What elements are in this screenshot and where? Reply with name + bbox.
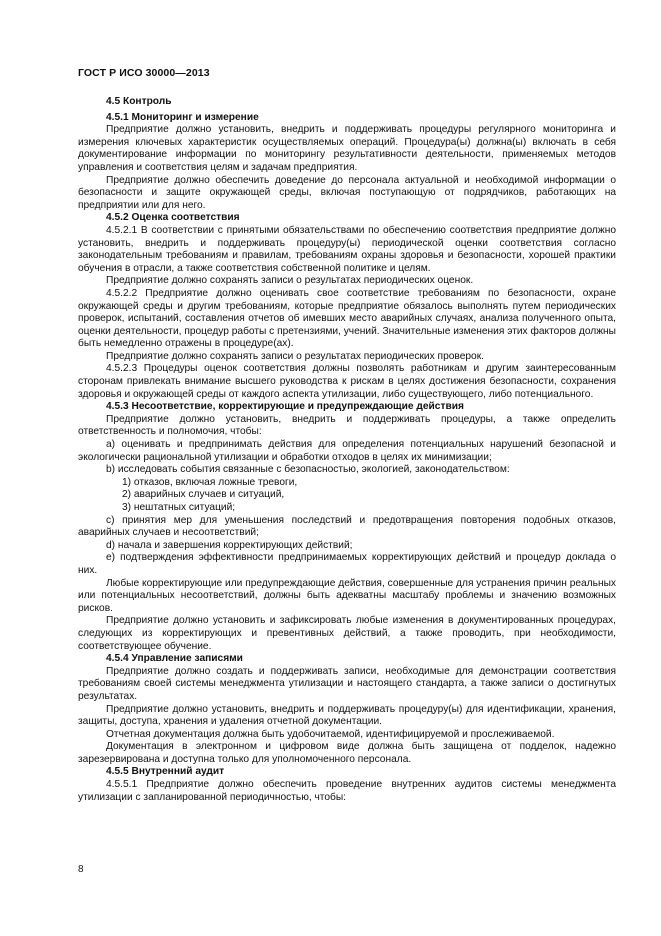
paragraph: Предприятие должно установить, внедрить и поддерживать процедуры, а также определить ответственность и полномочия, чтобы: [78,413,616,438]
document-code-header: ГОСТ Р ИСО 30000—2013 [78,67,210,79]
paragraph: a) оценивать и предпринимать действия для определения потенциальных нарушений безопасной и экологически рациональной утилизации и обработки отходов в целях их минимизации; [78,439,616,463]
paragraph: Предприятие должно сохранять записи о результатах периодических проверок. [106,350,484,362]
paragraph: b) исследовать события связанные с безопасностью, экологией, законодательством: [106,464,510,476]
paragraph: c) принятия мер для уменьшения последствий и предотвращения повторения подобных отказов, аварийных случаев и несоответствий; [78,514,616,539]
paragraph: 4.5.2.3 Процедуры оценок соответствия должны позволять работникам и другим заинтересованным сторонам привлекать внимание высшего руководства к рискам в целях достижения безопасности, сохранения здоровья и окружающей среды от каждого аспекта утилизации, либо существующего, либо потенциального. [78,363,616,400]
section-heading: 4.5.3 Несоответствие, корректирующие и предупреждающие действия [106,401,464,413]
document-body [78,96,616,804]
paragraph: 1) отказов, включая ложные тревоги, [122,476,298,488]
section-heading: 4.5 Контроль [106,96,172,107]
paragraph: Предприятие должно установить и зафиксировать любые изменения в документированных процедурах, следующих из корректирующих и превентивных действий, а также проводить, при необходимости, соответствующее обучение. [78,615,616,652]
paragraph: 4.5.5.1 Предприятие должно обеспечить проведение внутренних аудитов системы менеджмента утилизации с запланированной периодичностью, чтобы: [78,779,616,803]
section-heading: 4.5.5 Внутренний аудит [106,766,225,778]
section-heading: 4.5.2 Оценка соответствия [106,212,240,224]
section-heading: 4.5.1 Мониторинг и измерение [106,111,259,123]
paragraph: Предприятие должно обеспечить доведение до персонала актуальной и необходимой информации о безопасности и защите окружающей среды, включая поступающую от подрядчиков, работающих на предприятии или для него. [78,174,616,211]
paragraph: d) начала и завершения корректирующих действий; [106,539,353,551]
paragraph: Предприятие должно установить, внедрить и поддерживать процедуры регулярного мониторинга и измерения ключевых характеристик осуществляемых операций. Процедура(ы) должна(ы) включать в себя документирование информации по мониторингу результативности деятельности, применяемых методов управления и соответствия целям и задачам предприятия. [78,124,616,173]
paragraph: Любые корректирующие или предупреждающие действия, совершенные для устранения причин реальных или потенциальных несоответствий, должны быть адекватны масштабу проблемы и значению возможных рисков. [78,577,616,614]
paragraph: 4.5.2.1 В соответствии с принятыми обязательствами по обеспечению соответствия предприятие должно установить, внедрить и поддерживать процедуру(ы) периодической оценки соответствия согласно законодательным требованиям и правилам, требованиям охраны здоровья и безопасности, хорошей практики обучения в отрасли, а также соответствия собственной политике и целям. [78,224,616,274]
paragraph: e) подтверждения эффективности предпринимаемых корректирующих действий и процедур доклада о них. [78,552,616,576]
paragraph: Документация в электронном и цифровом виде должна быть защищена от подделок, надежно зарезервирована и доступна только для уполномоченного персонала. [78,741,616,765]
paragraph: Предприятие должно сохранять записи о результатах периодических оценок. [106,275,474,287]
paragraph: 4.5.2.2 Предприятие должно оценивать свое соответствие требованиям по безопасности, охране окружающей среды и другим требованиям, которые предприятие обязалось выполнять путем периодических проверок, испытаний, составления отчетов об имевших место аварийных случаях, анализа полученного опыта, оценки деятельности, процедур работы с претензиями, учений. Значительные изменения этих факторов должны быть немедленно отражены в процедуре(ах). [78,287,616,350]
paragraph: 3) нештатных ситуаций; [122,502,236,513]
paragraph: 2) аварийных случаев и ситуаций, [122,489,285,501]
paragraph: Отчетная документация должна быть удобочитаемой, идентифицируемой и прослеживаемой. [106,728,555,740]
paragraph: Предприятие должно установить, внедрить и поддерживать процедуру(ы) для идентификации, хранения, защиты, доступа, хранения и удаления отчетной документации. [78,703,616,728]
page-number: 8 [78,864,84,875]
section-heading: 4.5.4 Управление записями [106,653,243,665]
paragraph: Предприятие должно создать и поддерживать записи, необходимые для демонстрации соответствия требованиям своей системы менеджмента утилизации и настоящего стандарта, а также записи о достигнутых результатах. [78,665,616,702]
